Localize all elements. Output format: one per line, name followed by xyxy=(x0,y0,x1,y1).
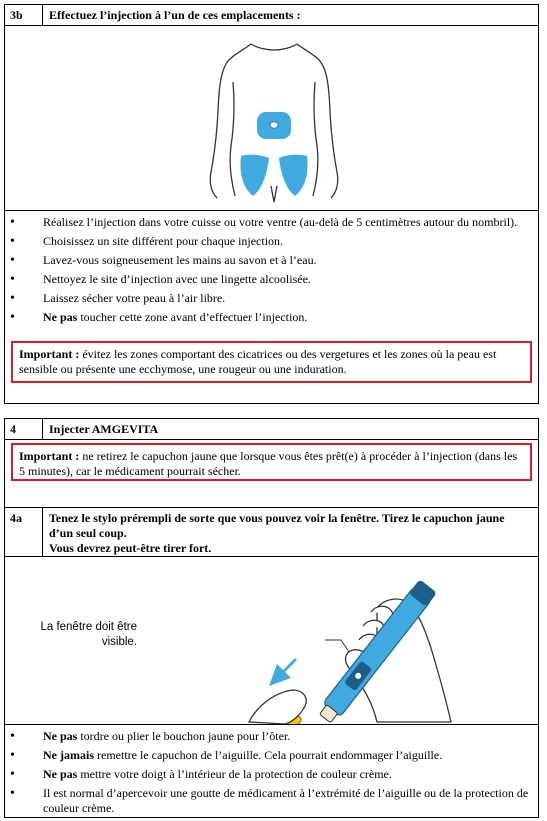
list-item: • Il est normal d’apercevoir une goutte de médicament à l’extrémité de l’aiguille ou de la protection de couleur crème. xyxy=(5,786,530,816)
instructions-list-4a xyxy=(5,729,530,820)
important-notice-3b xyxy=(11,341,532,383)
callout-line: visible. xyxy=(101,636,137,648)
body-outline-image xyxy=(5,26,538,210)
list-item: • Nettoyez le site d’injection avec une lingette alcoolisée. xyxy=(5,272,530,287)
important-text: ne retirez le capuchon jaune que lorsque vous êtes prêt(e) à procéder à l’injection (dans les 5 minutes), car le médicament pourrait sécher. xyxy=(19,449,518,478)
list-item: • Choisissez un site différent pour chaque injection. xyxy=(5,234,530,249)
list-item: • Ne pas toucher cette zone avant d’effectuer l’injection. xyxy=(5,310,530,325)
step-title: Effectuez l’injection à l’un de ces emplacements : xyxy=(49,8,301,22)
step-number: 4a xyxy=(5,508,43,556)
list-item: • Ne jamais remettre le capuchon de l’aiguille. Cela pourrait endommager l’aiguille. xyxy=(5,748,530,763)
body-illustration xyxy=(5,26,538,211)
callout-line: La fenêtre doit être xyxy=(40,621,137,633)
instructions-list-3b xyxy=(5,215,530,329)
pen-image xyxy=(5,556,538,724)
important-label: Important : xyxy=(19,449,80,463)
section-3b-header xyxy=(5,5,538,26)
list-item: • Lavez-vous soigneusement les mains au savon et à l’eau. xyxy=(5,253,530,268)
section-3b xyxy=(4,4,539,404)
list-item: • Réalisez l’injection dans votre cuisse ou votre ventre (au-delà de 5 centimètres autour du nombril). xyxy=(5,215,530,230)
step-number: 3b xyxy=(5,5,43,25)
list-item: • Ne pas mettre votre doigt à l’intérieur de la protection de couleur crème. xyxy=(5,767,530,782)
title-line: Tenez le stylo prérempli de sorte que vous pouvez voir la fenêtre. Tirez le capuchon jaune d’un seul coup. xyxy=(49,511,505,540)
step-title: Injecter AMGEVITA xyxy=(49,422,159,436)
section-4-header xyxy=(5,419,538,440)
list-item: • Ne pas tordre ou plier le bouchon jaune pour l’ôter. xyxy=(5,729,530,744)
important-label: Important : xyxy=(19,347,80,361)
step-number: 4 xyxy=(5,419,43,439)
list-item: • Laissez sécher votre peau à l’air libre. xyxy=(5,291,530,306)
section-4a-header xyxy=(5,507,538,557)
pen-illustration xyxy=(5,556,538,725)
step-title xyxy=(49,511,529,556)
important-notice-4 xyxy=(11,443,532,481)
important-text: évitez les zones comportant des cicatrices ou des vergetures et les zones où la peau est sensible ou présente une ecchymose, une rougeur ou une induration. xyxy=(19,347,497,376)
section-4 xyxy=(4,418,539,818)
title-line: Vous devrez peut-être tirer fort. xyxy=(49,541,212,555)
